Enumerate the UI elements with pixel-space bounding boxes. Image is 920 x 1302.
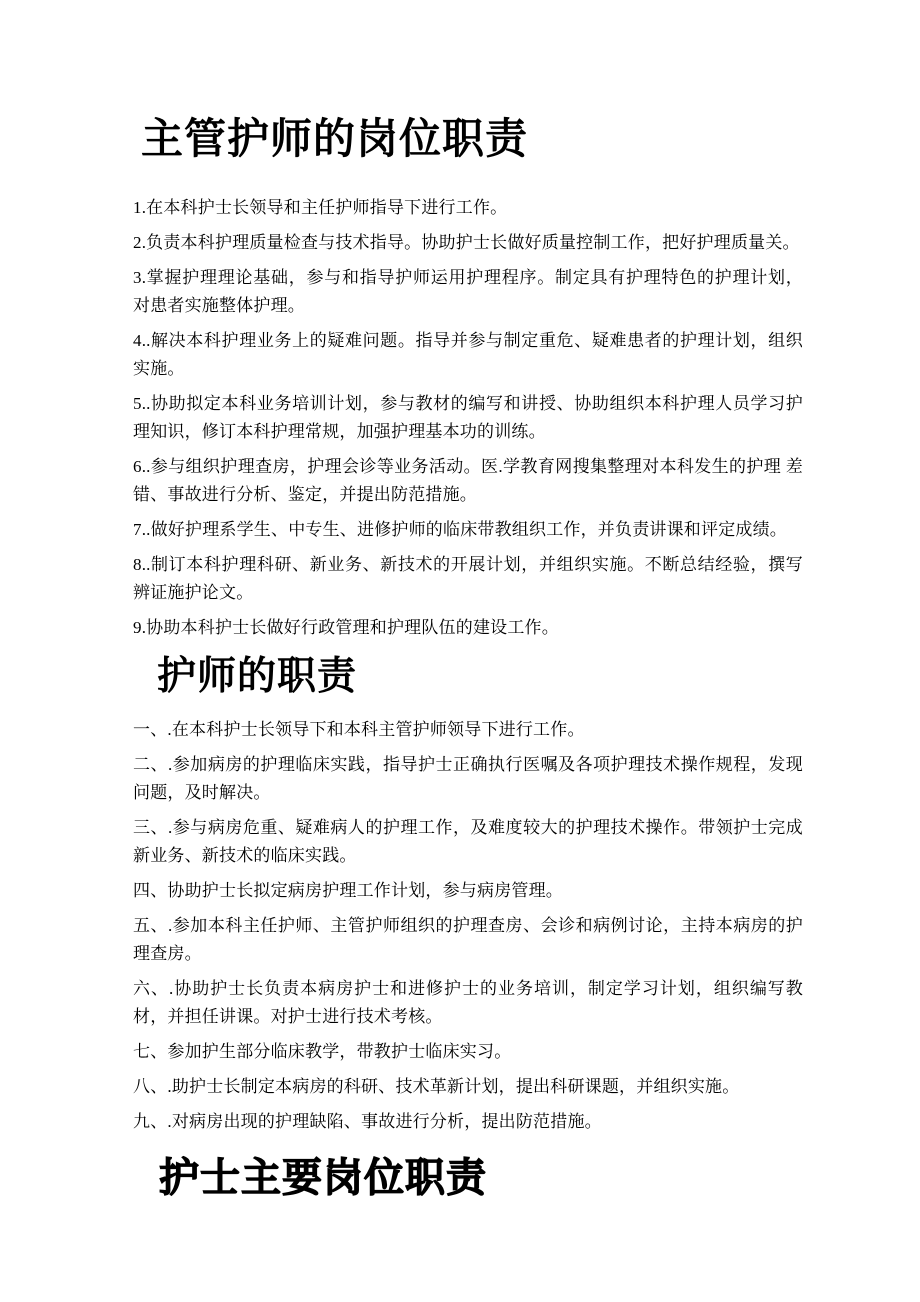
section-supervising-nurse-duties — [133, 116, 803, 642]
duty-item-7: 7..做好护理系学生、中专生、进修护师的临床带教组织工作，并负责讲课和评定成绩。 — [133, 519, 787, 539]
section-title-nurse-main-duties: 护士主要岗位职责 — [159, 1154, 487, 1200]
document-content — [133, 116, 803, 1201]
np-duty-item-7: 七、参加护生部分临床教学，带教护士临床实习。 — [133, 1041, 512, 1061]
duty-item-4: 4..解决本科护理业务上的疑难问题。指导并参与制定重危、疑难患者的护理计划，组织 实施。 — [133, 330, 803, 378]
duty-item-6: 6..参与组织护理查房，护理会诊等业务活动。医.学教育网搜集整理对本科发生的护理 差错、事故进行分析、鉴定，并提出防范措施。 — [133, 456, 803, 504]
np-duty-item-4: 四、协助护士长拟定病房护理工作计划，参与病房管理。 — [133, 880, 563, 900]
np-duty-item-9: 九、.对病房出现的护理缺陷、事故进行分析，提出防范措施。 — [133, 1111, 602, 1131]
np-duty-item-5: 五、.参加本科主任护师、主管护师组织的护理查房、会诊和病例讨论，主持本病房的护理查房。 — [133, 915, 803, 963]
duty-item-8: 8..制订本科护理科研、新业务、新技术的开展计划，并组织实施。不断总结经验，撰写 辨证施护论文。 — [133, 554, 803, 602]
section-nurse-practitioner-duties — [133, 654, 803, 1136]
duty-item-3: 3.掌握护理理论基础，参与和指导护师运用护理程序。制定具有护理特色的护理计划， 对患者实施整体护理。 — [133, 267, 803, 315]
section-nurse-main-duties — [133, 1154, 803, 1201]
duty-item-5: 5..协助拟定本科业务培训计划，参与教材的编写和讲授、协助组织本科护理人员学习护 理知识，修订本科护理常规，加强护理基本功的训练。 — [133, 393, 803, 441]
duty-item-2: 2.负责本科护理质量检查与技术指导。协助护士长做好质量控制工作，把好护理质量关。 — [133, 232, 800, 252]
np-duty-item-3: 三、.参与病房危重、疑难病人的护理工作，及难度较大的护理技术操作。带领护士完成新业务、新技术的临床实践。 — [133, 817, 803, 865]
np-duty-item-1: 一、.在本科护士长领导下和本科主管护师领导下进行工作。 — [133, 719, 585, 739]
np-duty-item-6: 六、.协助护士长负责本病房护士和进修护士的业务培训，制定学习计划，组织编写教材，并担任讲课。对护士进行技术考核。 — [133, 978, 803, 1026]
section-title-supervising-nurse-duties: 主管护师的岗位职责 — [141, 117, 529, 163]
np-duty-item-8: 八、.助护士长制定本病房的科研、技术革新计划，提出科研课题，并组织实施。 — [133, 1076, 740, 1096]
duty-item-1: 1.在本科护士长领导和主任护师指导下进行工作。 — [133, 197, 508, 217]
duty-item-9: 9.协助本科护士长做好行政管理和护理队伍的建设工作。 — [133, 617, 559, 637]
section-title-nurse-practitioner-duties: 护师的职责 — [157, 654, 358, 698]
np-duty-item-2: 二、.参加病房的护理临床实践，指导护士正确执行医嘱及各项护理技术操作规程，发现问题，及时解决。 — [133, 754, 803, 802]
